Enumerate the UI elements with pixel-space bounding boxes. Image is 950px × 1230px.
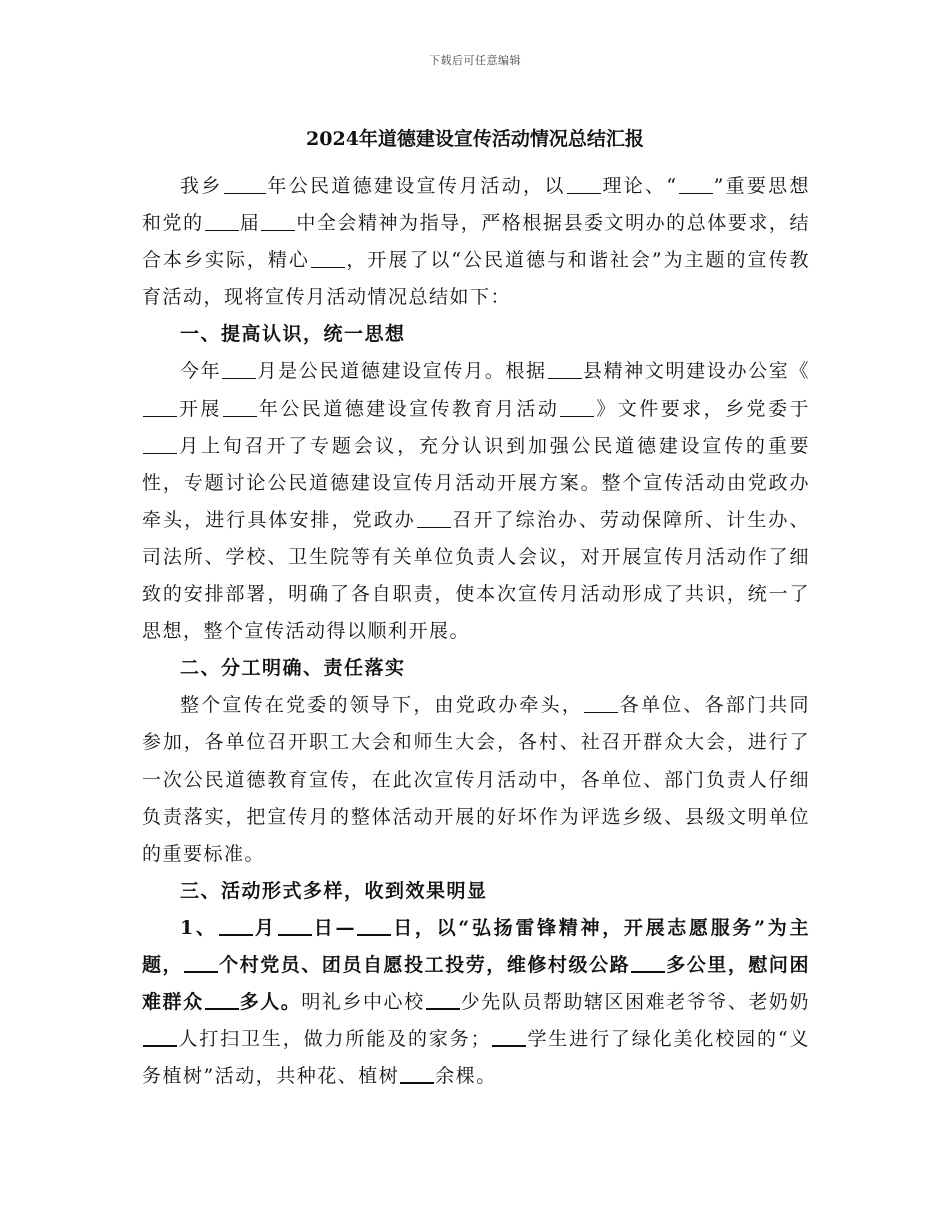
section1-paragraph: 今年 月是公民道德建设宣传月。根据 县精神文明建设办公室《开展 年公民道德建设宣传教育月活动 》文件要求，乡党委于月上旬召开了专题会议，充分认识到加强公民道德建设宣传的重要性，专题讨论公民道德建设宣传月活动开展方案。整个宣传活动由党政办牵头，进行具体安排，党政办 召开了综治办、劳动保障所、计生办、司法所、学校、卫生院等有关单位负责人会议，对开展宣传月活动作了细致的安排部署，明确了各自职责，使本次宣传月活动形成了共识，统一了思想，整个宣传活动得以顺利开展。 <box>142 360 810 643</box>
blank-field <box>357 914 391 936</box>
blank-field <box>219 914 253 936</box>
blank-field <box>143 1025 177 1047</box>
blank-field <box>222 359 256 380</box>
document-body <box>142 168 810 1095</box>
blank-field <box>400 1062 434 1084</box>
blank-field <box>584 692 618 713</box>
intro-paragraph: 我乡 年公民道德建设宣传月活动，以 理论、“ ”重要思想和党的 届 中全会精神为指导，严格根据县委文明办的总体要求，结合本乡实际，精心 ，开展了以“公民道德与和谐社会”为主题的宣传教育活动，现将宣传月活动情况总结如下： <box>142 175 810 309</box>
section-heading-2: 二、分工明确、责任落实 <box>180 657 406 680</box>
section2-paragraph: 整个宣传在党委的领导下，由党政办牵头， 各单位、各部门共同参加，各单位召开职工大会和师生大会，各村、社召开群众大会，进行了一次公民道德教育宣传，在此次宣传月活动中，各单位、部门负责人仔细负责落实，把宣传月的整体活动开展的好坏作为评选乡级、县级文明单位的重要标准。 <box>142 694 810 865</box>
blank-field <box>426 988 460 1010</box>
blank-field <box>261 210 295 231</box>
header-note: 下载后可任意编辑 <box>429 54 521 67</box>
blank-field <box>567 173 601 194</box>
blank-field <box>417 507 451 528</box>
blank-field <box>205 988 239 1010</box>
section-heading-1: 一、提高认识，统一思想 <box>180 323 406 346</box>
blank-field <box>143 433 177 454</box>
blank-field <box>278 914 312 936</box>
blank-field <box>679 173 713 194</box>
blank-field <box>560 396 594 417</box>
blank-field <box>311 247 345 268</box>
blank-field <box>205 210 239 231</box>
blank-field <box>631 951 665 973</box>
blank-field <box>548 359 582 380</box>
document-title: 2024年道德建设宣传活动情况总结汇报 <box>306 128 644 150</box>
blank-field <box>223 396 257 417</box>
section-heading-3: 三、活动形式多样，收到效果明显 <box>180 879 488 902</box>
blank-field <box>184 951 218 973</box>
blank-field <box>224 173 266 194</box>
blank-field <box>492 1025 526 1047</box>
section3-item-1: 1、 月 日— 日，以“弘扬雷锋精神，开展志愿服务”为主题， 个村党员、团员自愿投工投劳，维修村级公路 多公里，慰问困难群众 多人。明礼乡中心校 少先队员帮助辖区困难老爷爷、老奶奶人打扫卫生，做力所能及的家务； 学生进行了绿化美化校园的“义务植树”活动，共种花、植树 余棵。 <box>142 910 810 1095</box>
blank-field <box>143 396 177 417</box>
